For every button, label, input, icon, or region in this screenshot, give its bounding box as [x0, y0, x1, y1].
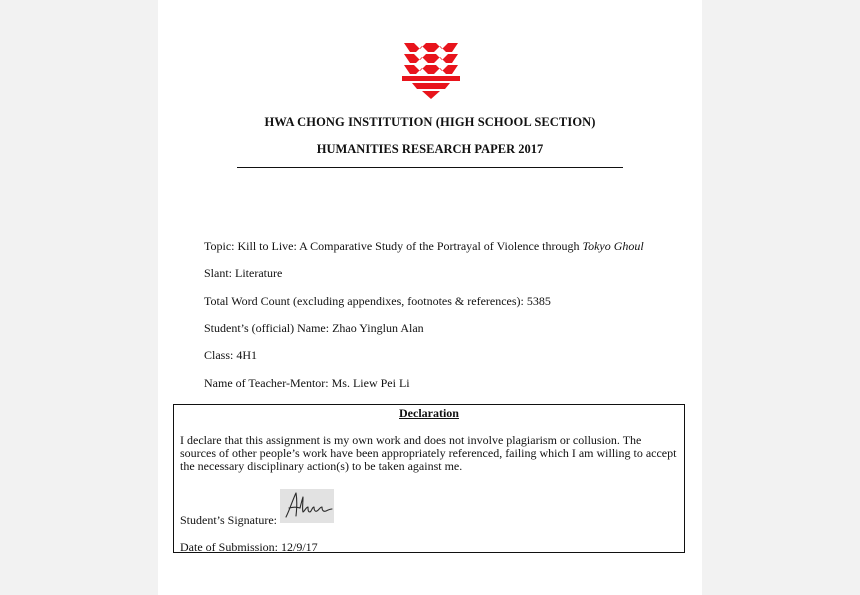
- mentor-label: Name of Teacher-Mentor:: [204, 376, 329, 390]
- submission-date-value: 12/9/17: [281, 540, 318, 554]
- institution-name: HWA CHONG INSTITUTION (HIGH SCHOOL SECTION): [264, 115, 596, 129]
- mentor-value: Ms. Liew Pei Li: [331, 376, 410, 390]
- word-count-line: [204, 294, 551, 309]
- word-count-label: Total Word Count (excluding appendixes, footnotes & references):: [204, 294, 524, 308]
- topic-value: Kill to Live: A Comparative Study of the Portrayal of Violence through: [237, 239, 580, 253]
- class-line: [204, 348, 257, 363]
- word-count-value: 5385: [526, 294, 551, 308]
- signature-image: [280, 489, 334, 523]
- declaration-text: I declare that this assignment is my own work and does not involve plagiarism or collusion. The sources of other people’s work have been appropriately referenced, failing which I am willing to accept the necessary disciplinary action(s) to be taken against me.: [180, 433, 677, 473]
- slant-value: Literature: [235, 266, 283, 280]
- student-name-label: Student’s (official) Name:: [204, 321, 330, 335]
- slant-label: Slant:: [204, 266, 233, 280]
- topic-book-title: Tokyo Ghoul: [582, 239, 644, 253]
- student-name-line: [204, 321, 424, 336]
- submission-date-label: Date of Submission:: [180, 540, 278, 554]
- class-value: 4H1: [236, 348, 258, 362]
- submission-date-line: [180, 540, 318, 555]
- student-name-value: Zhao Yinglun Alan: [332, 321, 424, 335]
- school-crest-icon: [400, 40, 462, 100]
- topic-line: [204, 239, 644, 254]
- mentor-line: [204, 376, 410, 391]
- signature-label: Student’s Signature:: [180, 513, 277, 527]
- declaration-heading: Declaration: [399, 406, 459, 420]
- title-divider: [237, 167, 623, 168]
- paper-title: HUMANITIES RESEARCH PAPER 2017: [316, 142, 544, 156]
- declaration-box: [173, 404, 685, 553]
- slant-line: [204, 266, 282, 281]
- topic-label: Topic:: [204, 239, 235, 253]
- class-label: Class:: [204, 348, 234, 362]
